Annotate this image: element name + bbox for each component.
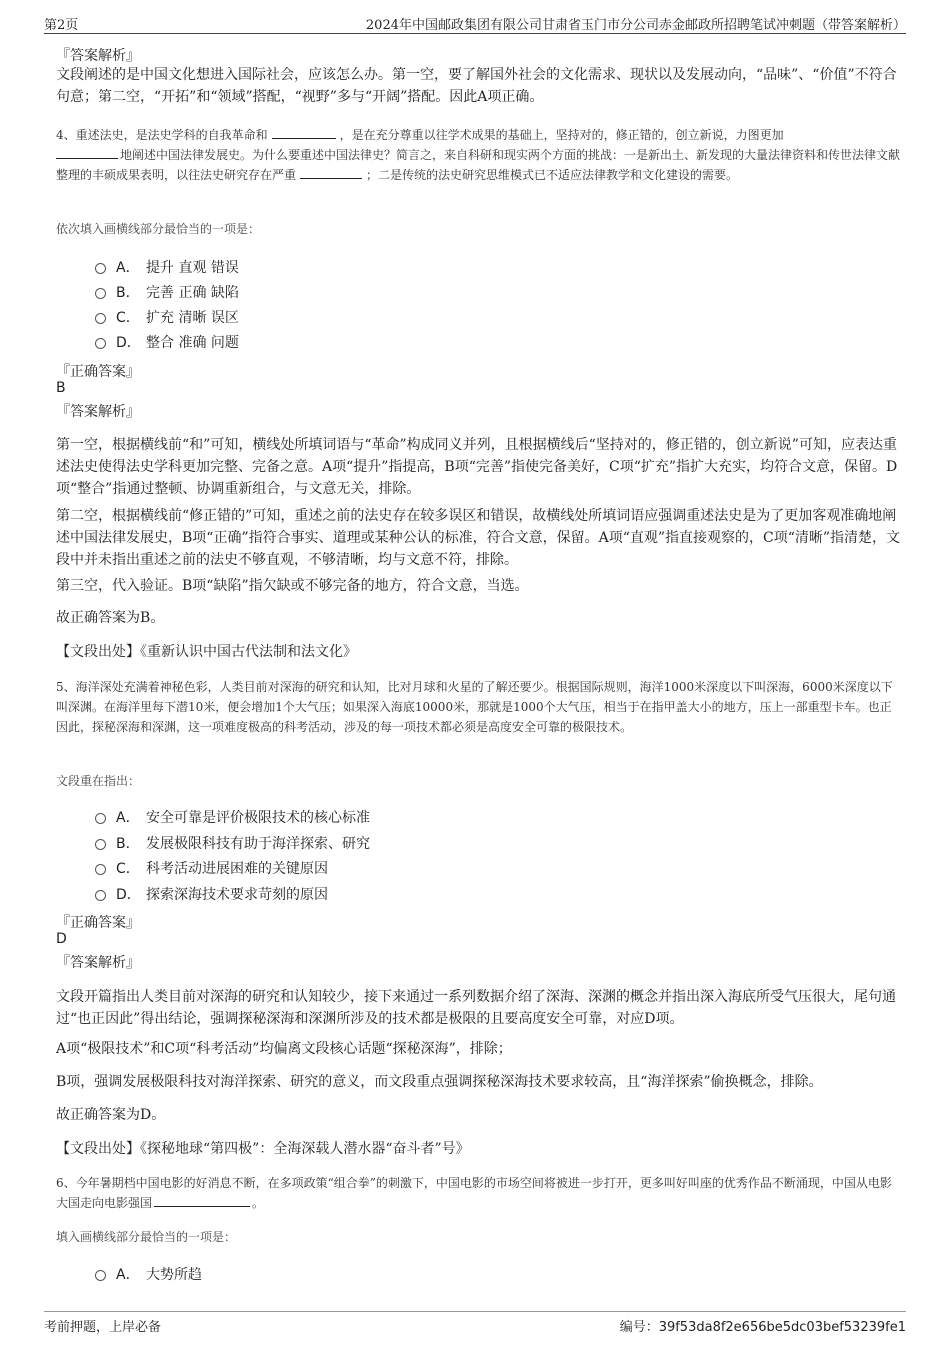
- option-text: 大势所趋: [146, 1267, 202, 1283]
- q4-analysis-label: 『答案解析』: [56, 404, 140, 420]
- option-letter: A．: [116, 260, 140, 276]
- option-text: 安全可靠是评价极限技术的核心标准: [146, 810, 370, 826]
- option-text: 科考活动进展困难的关键原因: [146, 861, 328, 877]
- q5-option-d[interactable]: [95, 884, 328, 904]
- q4-option-c[interactable]: [95, 307, 239, 327]
- q4-blank-3: [300, 166, 362, 179]
- q5-analysis-4: 故正确答案为D。: [56, 1107, 166, 1123]
- q5-option-a[interactable]: [95, 807, 370, 827]
- q4-option-b[interactable]: [95, 282, 239, 302]
- q4-prompt: 依次填入画横线部分最恰当的一项是：: [56, 222, 261, 236]
- q5-correct-answer: D: [56, 931, 67, 947]
- q5-correct-label: 『正确答案』: [56, 915, 140, 931]
- option-text: 发展极限科技有助于海洋探索、研究: [146, 836, 370, 852]
- footer-serial: 编号：39f53da8f2e656be5dc03bef53239fe1: [619, 1320, 906, 1335]
- q5-analysis-3: B项，强调发展极限科技对海洋探索、研究的意义，而文段重点强调探秘深海技术要求较高，且“海洋探索”偷换概念，排除。: [56, 1074, 823, 1090]
- q6-prompt: 填入画横线部分最恰当的一项是：: [56, 1230, 237, 1244]
- option-letter: C．: [116, 861, 140, 877]
- q4-stem-part-d: ；二是传统的法史研究思维模式已不适应法律教学和文化建设的需要。: [366, 168, 739, 182]
- page-number: 第2页: [44, 18, 79, 33]
- q4-analysis-2: 第二空，根据横线前“修正错的”可知，重述之前的法史存在较多误区和错误，故横线处所填词语应强调重述法史是为了更加客观准确地阐述中国法律发展史，B项“正确”指符合事实、道理或某种公认的标准，符合文意，保留。A项“直观”指直接观察的，C项“清晰”指清楚，文段中并未指出重述之前的法史不够直观，不够清晰，均与文意不符，排除。: [56, 508, 901, 568]
- q5-analysis-1: 文段开篇指出人类目前对深海的研究和认知较少，接下来通过一系列数据介绍了深海、深渊的概念并指出深入海底所受气压很大，尾句通过“也正因此”得出结论，强调探秘深海和深渊所涉及的技术都是极限的且要高度安全可靠，对应D项。: [56, 989, 896, 1027]
- q3-analysis-label: 『答案解析』: [56, 48, 140, 64]
- footer-slogan: 考前押题，上岸必备: [44, 1320, 162, 1335]
- q5-option-b[interactable]: [95, 833, 370, 853]
- q6-blank: [154, 1194, 250, 1207]
- option-letter: C．: [116, 310, 140, 326]
- q6-option-a[interactable]: [95, 1264, 202, 1284]
- source-title: 《重新认识中国古代法制和法文化》: [140, 644, 357, 660]
- radio-icon[interactable]: [95, 1270, 106, 1281]
- q5-prompt: 文段重在指出：: [56, 774, 141, 788]
- q5-option-c[interactable]: [95, 858, 328, 878]
- option-letter: D．: [116, 335, 141, 351]
- header-divider: [44, 33, 906, 34]
- q4-option-d[interactable]: [95, 332, 239, 352]
- radio-icon[interactable]: [95, 890, 106, 901]
- source-tag: 【文段出处】: [56, 1141, 140, 1157]
- radio-icon[interactable]: [95, 313, 106, 324]
- q5-analysis-label: 『答案解析』: [56, 955, 140, 971]
- option-text: 整合 准确 问题: [146, 335, 239, 351]
- radio-icon[interactable]: [95, 839, 106, 850]
- q4-option-a[interactable]: [95, 257, 239, 277]
- q4-correct-answer: B: [56, 380, 66, 396]
- radio-icon[interactable]: [95, 288, 106, 299]
- footer-divider: [44, 1311, 906, 1312]
- q4-analysis-1: 第一空，根据横线前“和”可知，横线处所填词语与“革命”构成同义并列，且根据横线后“坚持对的，修正错的，创立新说”可知，应表达重述法史使得法史学科更加完整、完备之意。A项“提升”指提高，B项“完善”指使完备美好，C项“扩充”指扩大充实，均符合文意，保留。D项“整合”指通过整顿、协调重新组合，与文意无关，排除。: [56, 437, 898, 497]
- option-text: 扩充 清晰 误区: [146, 310, 239, 326]
- option-text: 完善 正确 缺陷: [146, 285, 239, 301]
- option-letter: A．: [116, 1267, 140, 1283]
- q4-correct-label: 『正确答案』: [56, 364, 140, 380]
- source-title: 《探秘地球“第四极”：全海深载人潜水器“奋斗者”号》: [140, 1141, 470, 1157]
- q4-blank-2: [56, 146, 118, 159]
- q6-stem-part-a: 6、今年暑期档中国电影的好消息不断，在多项政策“组合拳”的刺激下，中国电影的市场空间将被进一步打开，更多叫好叫座的优秀作品不断涌现，中国从电影大国走向电影强国: [56, 1176, 892, 1210]
- q4-analysis-3: 第三空，代入验证。B项“缺陷”指欠缺或不够完备的地方，符合文意，当选。: [56, 578, 529, 594]
- option-letter: B．: [116, 285, 140, 301]
- q4-analysis-4: 故正确答案为B。: [56, 610, 165, 626]
- radio-icon[interactable]: [95, 338, 106, 349]
- option-letter: A．: [116, 810, 140, 826]
- option-text: 探索深海技术要求苛刻的原因: [146, 887, 328, 903]
- q5-analysis-2: A项“极限技术”和C项“科考活动”均偏离文段核心话题“探秘深海”，排除；: [56, 1041, 512, 1057]
- q6-stem-part-b: 。: [252, 1196, 265, 1210]
- radio-icon[interactable]: [95, 864, 106, 875]
- q5-source: [56, 1138, 470, 1158]
- q4-source: [56, 641, 357, 661]
- radio-icon[interactable]: [95, 813, 106, 824]
- source-tag: 【文段出处】: [56, 644, 140, 660]
- q4-blank-1: [272, 126, 336, 139]
- option-letter: B．: [116, 836, 140, 852]
- q3-analysis-text: 文段阐述的是中国文化想进入国际社会，应该怎么办。第一空，要了解国外社会的文化需求、现状以及发展动向，“品味”、“价值”不符合句意；第二空，“开拓”和“领域”搭配，“视野”多与“开阔”搭配。因此A项正确。: [56, 67, 897, 105]
- option-text: 提升 直观 错误: [146, 260, 239, 276]
- q5-stem: 5、海洋深处充满着神秘色彩，人类目前对深海的研究和认知，比对月球和火星的了解还要少。根据国际规则，海洋1000米深度以下叫深海，6000米深度以下叫深渊。在海洋里每下潜10米，便会增加1个大气压；如果深入海底10000米，那就是1000个大气压，相当于在指甲盖大小的地方，压上一部重型卡车。也正因此，探秘深海和深渊，这一项难度极高的科考活动，涉及的每一项技术都必须是高度安全可靠的极限技术。: [56, 680, 893, 734]
- q4-stem-part-c: 地阐述中国法律发展史。为什么要重述中国法律史？简言之，来自科研和现实两个方面的挑战：一是新出土、新发现的大量法律资料和传世法律文献整理的丰硕成果表明，以往法史研究存在严重: [56, 148, 901, 182]
- q4-stem: [56, 125, 902, 185]
- document-title: 2024年中国邮政集团有限公司甘肃省玉门市分公司赤金邮政所招聘笔试冲刺题（带答案解析）: [365, 18, 906, 33]
- q4-stem-part-a: 4、重述法史，是法史学科的自我革命和: [56, 128, 268, 142]
- q6-stem: [56, 1173, 902, 1213]
- radio-icon[interactable]: [95, 263, 106, 274]
- option-letter: D．: [116, 887, 141, 903]
- q4-stem-part-b: ，是在充分尊重以往学术成果的基础上，坚持对的，修正错的，创立新说，力图更加: [339, 128, 784, 142]
